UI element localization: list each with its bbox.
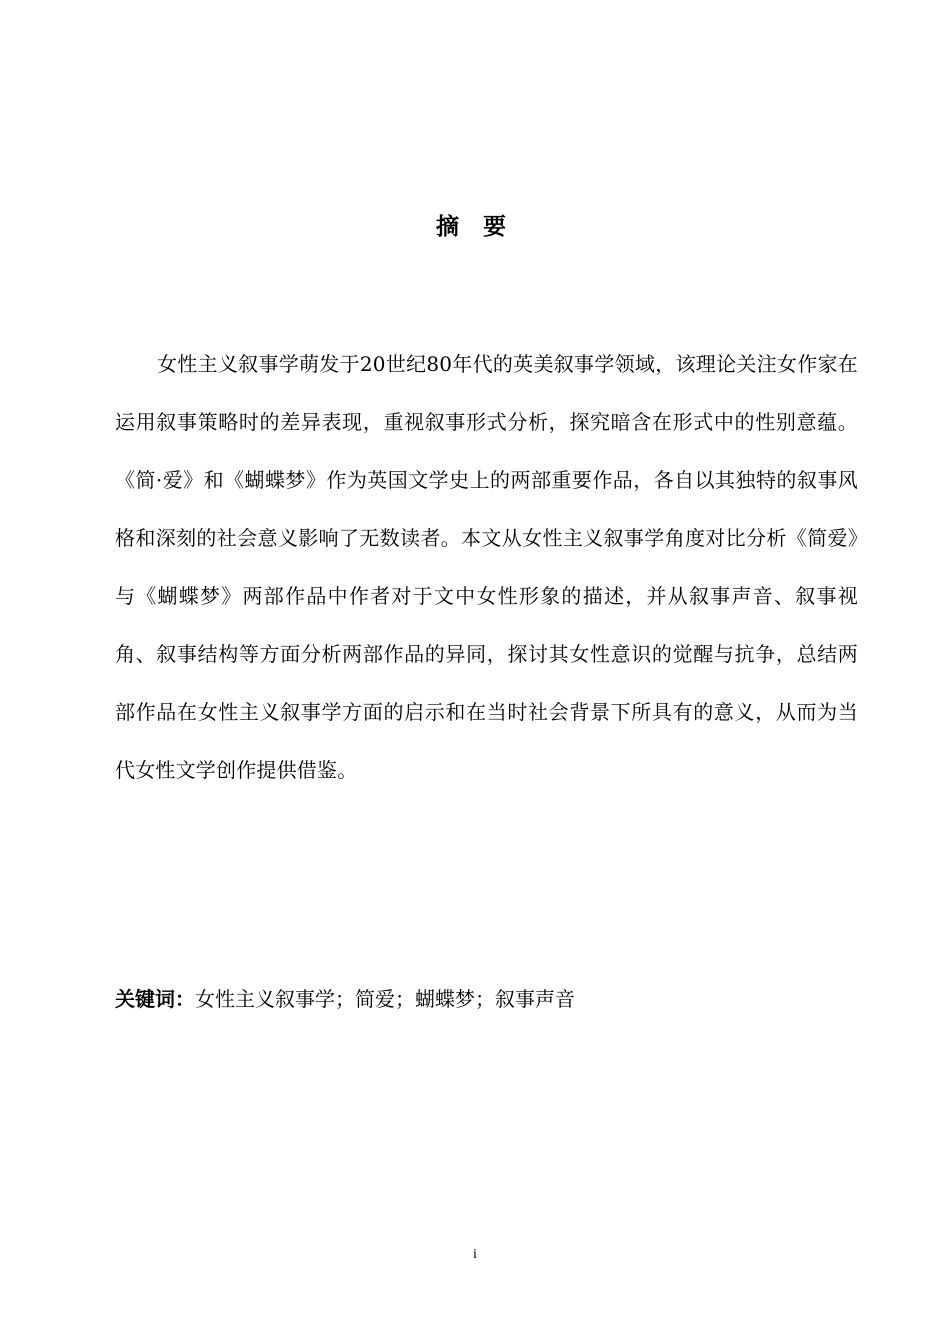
abstract-paragraph: 女性主义叙事学萌发于20世纪80年代的英美叙事学领域，该理论关注女作家在运用叙事策略时的差异表现，重视叙事形式分析，探究暗含在形式中的性别意蕴。《简·爱》和《蝴蝶梦》作为英国文学史上的两部重要作品，各自以其独特的叙事风格和深刻的社会意义影响了无数读者。本文从女性主义叙事学角度对比分析《简爱》与《蝴蝶梦》两部作品中作者对于文中女性形象的描述，并从叙事声音、叙事视角、叙事结构等方面分析两部作品的异同，探讨其女性意识的觉醒与抗争，总结两部作品在女性主义叙事学方面的启示和在当时社会背景下所具有的意义，从而为当代女性文学创作提供借鉴。 bbox=[115, 352, 858, 782]
keywords-value: 女性主义叙事学；简爱；蝴蝶梦；叙事声音 bbox=[195, 987, 575, 1011]
page-title: 摘 要 bbox=[435, 214, 514, 240]
page-number: i bbox=[473, 1247, 477, 1262]
keywords-line bbox=[115, 983, 575, 1012]
keywords-label: 关键词： bbox=[115, 987, 195, 1011]
